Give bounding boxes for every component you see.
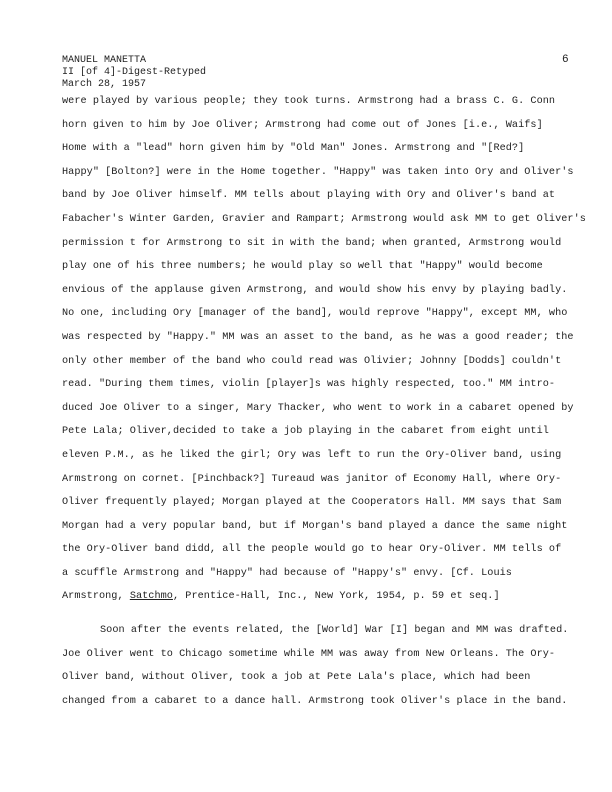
text-line: Pete Lala; Oliver,decided to take a job playing in the cabaret from eight until [62, 426, 549, 438]
text-line: Oliver frequently played; Morgan played at the Cooperators Hall. MM says that Sam [62, 497, 562, 509]
paragraph-gap [62, 609, 562, 619]
text-line: play one of his three numbers; he would play so well that "Happy" would become [62, 261, 543, 273]
citation-line [62, 585, 562, 609]
text-line: Oliver band, without Oliver, took a job at Pete Lala's place, which had been [62, 672, 531, 684]
text-line: Soon after the events related, the [World] War [I] began and MM was drafted. [100, 625, 569, 637]
text-line: permission t for Armstrong to sit in with the band; when granted, Armstrong would [62, 237, 562, 249]
text-line: Fabacher's Winter Garden, Gravier and Rampart; Armstrong would ask MM to get Oliver's [62, 213, 586, 225]
page-number: 6 [562, 54, 569, 66]
document-header [62, 55, 206, 91]
text-line: Home with a "lead" horn given him by "Old Man" Jones. Armstrong and "[Red?] [62, 143, 525, 155]
text-line: changed from a cabaret to a dance hall. Armstrong took Oliver's place in the band. [62, 695, 568, 707]
citation-title: Satchmo [129, 591, 173, 603]
citation-suffix: , Prentice-Hall, Inc., New York, 1954, p. 59 et seq.] [172, 591, 500, 603]
header-date: March 28, 1957 [62, 79, 147, 90]
text-line: a scuffle Armstrong and "Happy" had because of "Happy's" envy. [Cf. Louis [62, 567, 512, 579]
header-name: MANUEL MANETTA [62, 55, 147, 66]
text-line: the Ory-Oliver band didd, all the people would go to hear Ory-Oliver. MM tells of [62, 544, 562, 556]
document-body [62, 90, 586, 713]
citation-prefix: Armstrong, [62, 591, 130, 603]
text-line: only other member of the band who could read was Olivier; Johnny [Dodds] couldn't [62, 355, 562, 367]
text-line: Joe Oliver went to Chicago sometime while MM was away from New Orleans. The Ory- [62, 648, 556, 660]
text-line: read. "During them times, violin [player]s was highly respected, too." MM intro- [62, 379, 556, 391]
text-line: Armstrong on cornet. [Pinchback?] Tureaud was janitor of Economy Hall, where Ory- [62, 473, 562, 485]
text-line: band by Joe Oliver himself. MM tells about playing with Ory and Oliver's band at [62, 190, 556, 202]
text-line: was respected by "Happy." MM was an asset to the band, as he was a good reader; the [62, 331, 574, 343]
text-line: Morgan had a very popular band, but if Morgan's band played a dance the same night [62, 520, 568, 532]
text-line: envious of the applause given Armstrong, and would show his envy by playing badly. [62, 284, 568, 296]
header-reel: II [of 4]-Digest-Retyped [62, 67, 207, 78]
text-line: were played by various people; they took turns. Armstrong had a brass C. G. Conn [62, 96, 556, 107]
text-line: Happy" [Bolton?] were in the Home together. "Happy" was taken into Ory and Oliver's [62, 166, 574, 178]
text-line: eleven P.M., as he liked the girl; Ory was left to run the Ory-Oliver band, using [62, 449, 562, 461]
text-line: horn given to him by Joe Oliver; Armstrong had come out of Jones [i.e., Waifs] [62, 119, 543, 131]
text-line: duced Joe Oliver to a singer, Mary Thacker, who went to work in a cabaret opened by [62, 402, 574, 414]
text-line: No one, including Ory [manager of the band], would reprove "Happy", except MM, who [62, 308, 568, 320]
